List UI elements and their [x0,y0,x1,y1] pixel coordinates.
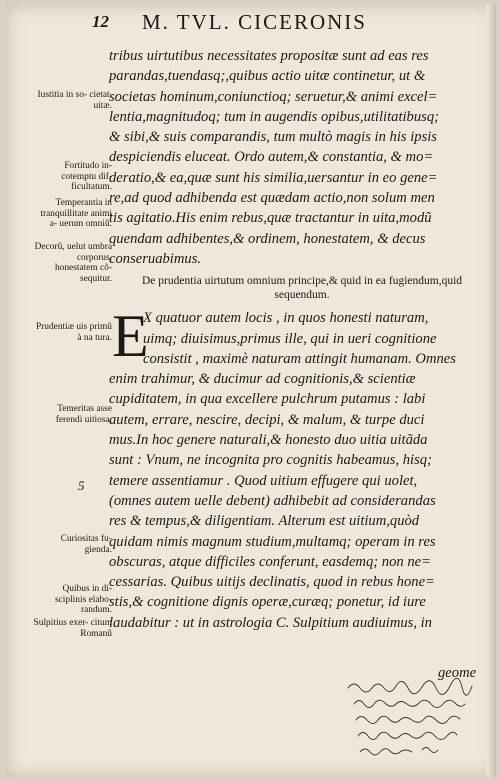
marginal-note-temperantia: Temperantia in tranquillitate animi a- uerum omniũ. [40,198,112,230]
text-line: lentia,magnitudoq; tum in augendis opibus,utilitatibusq; [109,108,439,125]
book-page [6,4,496,777]
marginal-note-temeritas: Temeritas asse ferendi uitiosa. [55,404,112,425]
text-line: autem, errare, nescire, decipi, & malum, & turpe duci [109,411,425,428]
running-head-title: M. TVL. CICERONIS [142,10,367,34]
text-line: temere assentiamur . Quod uitium effugere qui uolet, [109,472,418,489]
text-line: sunt : Vnum, ne incognita pro cognitis habeamus, hisq; [109,452,432,469]
marginal-note-fortitudo: Fortitudo in- cotemptu dif- ficultatum. [61,161,112,193]
dropcap-letter: E [112,303,149,370]
text-line: societas hominum,coniunctioq; seruetur,& animi excel= [109,88,438,105]
catchword: geome [438,665,477,681]
text-line: quidam nimis magnum studium,multamq; operam in res [109,533,436,550]
text-line: (omnes autem uelle debent) adhibebit ad considerandas [109,492,436,509]
text-line: tribus uirtutibus necessitates propositæ sunt ad eas res [109,48,429,64]
marginal-note-prudentia: Prudentiæ uis primũ à na tura. [35,322,112,343]
text-line: cessarias. Quibus uitijs declinatis, quod in rebus hone= [109,574,435,591]
marginal-note-iustitia: Iustitia in so- cietat. uitæ. [37,90,112,111]
text-line: enim trahimur, & ducimur ad cognitionis,& scientiæ [109,371,416,388]
text-line: laudabitur : ut in astrologia C. Sulpitium audiuimus, in [109,614,432,631]
text-line: & sibi,& suis comparandis, tum multò magis in his ipsis [109,129,437,146]
marginal-note-curiositas: Curiositas fu- gienda. [60,534,112,555]
text-line: parandas,tuendasq;,quibus actio uitæ continetur, ut & [109,68,426,85]
text-line: despiciendis eluceat. Ordo autem,& constantia, & mo= [109,149,434,166]
text-line: cupiditatem, in qua excellere pulchrum putamus : labi [109,391,426,408]
dropcap-paragraph [109,303,481,370]
page-gutter-shadow [486,4,496,777]
marginal-note-sulpitius: Sulpitius exer- citum Romanũ [33,618,112,639]
section-heading: De prudentia uirtutum omnium principe,& quid in ea fugiendum,quid sequendum. [141,275,463,301]
text-line: stis,& cognitione dignis operæ,curæq; ponetur, id iure [109,594,426,611]
text-line: X quatuor autem locis , in quos honesti naturam, [143,310,429,327]
text-line: conseruabimus. [109,250,202,267]
text-line: quendam adhibentes,& ordinem, honestatem, & decus [109,230,426,247]
handwritten-annotation [344,678,494,764]
text-line: tis agitatio.His enim rebus,quæ tractantur in uita,modũ [109,210,432,227]
main-text-block [109,46,481,633]
text-line: obscuras, atque difficiles conferunt, easdemq; non ne= [109,553,431,570]
text-line: mus.In hoc genere naturali,& honesto duo uitia uitãda [109,432,428,449]
text-line: deratio,& ea,quæ sunt his similia,uersantur in eo gene= [109,169,438,186]
text-line: re,ad quod adhibenda est quædam actio,non solum men [109,190,435,207]
folio-number: 12 [92,12,109,31]
text-line: consistit , maximè naturam attingit humanam. Omnes [143,350,456,367]
text-line: res & tempus,& diligentiam. Alterum est uitium,quòd [109,513,420,530]
margin-section-marker: 5 [78,478,85,493]
marginal-note-disciplinae: Quibus in di- sciplinis elabo- randum. [54,584,112,616]
running-head [6,10,496,36]
text-line: uimq; diuisimus,primus ille, qui in ueri cognitione [143,330,437,347]
marginal-note-decorum: Decorũ, uelut umbra corporus, honestatem cõ- sequitur. [34,242,112,284]
